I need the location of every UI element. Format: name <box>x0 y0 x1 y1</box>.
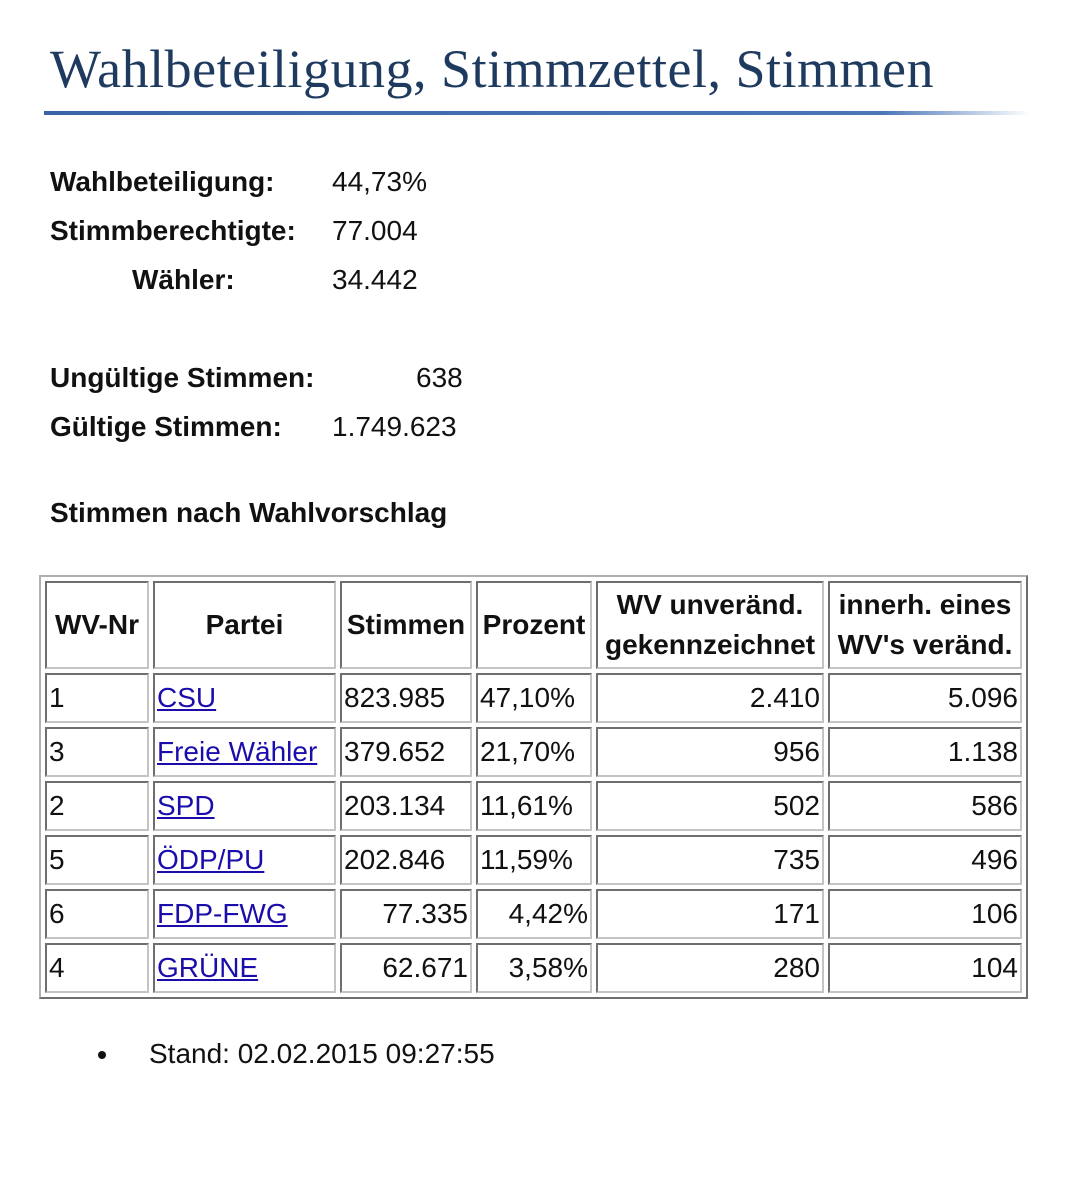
table-row <box>45 889 1022 939</box>
cell-prozent: 21,70% <box>476 727 592 777</box>
header-prozent: Prozent <box>476 581 592 669</box>
section-title: Stimmen nach Wahlvorschlag <box>50 497 448 528</box>
header-veraendert <box>828 581 1022 669</box>
bullet-icon <box>98 1051 106 1059</box>
party-link-oedp-pu[interactable]: ÖDP/PU <box>157 844 265 875</box>
cell-prozent: 3,58% <box>476 943 592 993</box>
cell-stimmen: 379.652 <box>340 727 472 777</box>
cell-wvnr: 4 <box>45 943 149 993</box>
cell-unveraendert: 171 <box>596 889 824 939</box>
cell-prozent: 47,10% <box>476 673 592 723</box>
cell-stimmen: 202.846 <box>340 835 472 885</box>
cell-veraendert: 104 <box>828 943 1022 993</box>
eligible-label: Stimmberechtigte: <box>50 215 296 246</box>
cell-veraendert: 586 <box>828 781 1022 831</box>
cell-unveraendert: 280 <box>596 943 824 993</box>
cell-wvnr: 6 <box>45 889 149 939</box>
party-link-csu[interactable]: CSU <box>157 682 217 713</box>
voters-label: Wähler: <box>132 264 235 295</box>
turnout-value: 44,73% <box>332 166 427 197</box>
cell-veraendert: 5.096 <box>828 673 1022 723</box>
cell-stimmen: 62.671 <box>340 943 472 993</box>
cell-veraendert: 496 <box>828 835 1022 885</box>
cell-unveraendert: 735 <box>596 835 824 885</box>
cell-prozent: 11,61% <box>476 781 592 831</box>
cell-unveraendert: 502 <box>596 781 824 831</box>
cell-unveraendert: 2.410 <box>596 673 824 723</box>
cell-wvnr: 5 <box>45 835 149 885</box>
timestamp: Stand: 02.02.2015 09:27:55 <box>149 1038 495 1069</box>
header-veraendert-line2: WV's veränd. <box>837 629 1013 660</box>
results-table <box>39 575 1028 999</box>
turnout-label: Wahlbeteiligung: <box>50 166 275 197</box>
cell-stimmen: 823.985 <box>340 673 472 723</box>
cell-partei <box>153 943 336 993</box>
cell-prozent: 11,59% <box>476 835 592 885</box>
cell-partei <box>153 781 336 831</box>
party-link-fdp-fwg[interactable]: FDP-FWG <box>157 898 288 929</box>
cell-veraendert: 106 <box>828 889 1022 939</box>
cell-partei <box>153 889 336 939</box>
valid-votes-label: Gültige Stimmen: <box>50 411 282 442</box>
cell-stimmen: 203.134 <box>340 781 472 831</box>
table-row <box>45 835 1022 885</box>
header-wvnr: WV-Nr <box>45 581 149 669</box>
voters-value: 34.442 <box>332 264 418 295</box>
invalid-votes-value: 638 <box>416 362 463 393</box>
table-header-row <box>45 581 1022 669</box>
header-unveraendert-line2: gekennzeichnet <box>604 629 816 660</box>
cell-veraendert: 1.138 <box>828 727 1022 777</box>
header-stimmen: Stimmen <box>340 581 472 669</box>
table-row <box>45 673 1022 723</box>
title-underline <box>44 111 1030 115</box>
table-row <box>45 781 1022 831</box>
cell-wvnr: 1 <box>45 673 149 723</box>
header-veraendert-line1: innerh. eines <box>838 589 1012 620</box>
table-row <box>45 943 1022 993</box>
cell-wvnr: 3 <box>45 727 149 777</box>
cell-stimmen: 77.335 <box>340 889 472 939</box>
party-link-spd[interactable]: SPD <box>157 790 215 821</box>
invalid-votes-label: Ungültige Stimmen: <box>50 362 315 393</box>
page-title: Wahlbeteiligung, Stimmzettel, Stimmen <box>50 39 935 99</box>
header-partei: Partei <box>153 581 336 669</box>
cell-wvnr: 2 <box>45 781 149 831</box>
cell-partei <box>153 835 336 885</box>
cell-unveraendert: 956 <box>596 727 824 777</box>
party-link-gruene[interactable]: GRÜNE <box>157 952 259 983</box>
cell-partei <box>153 727 336 777</box>
header-unveraendert <box>596 581 824 669</box>
valid-votes-value: 1.749.623 <box>332 411 457 442</box>
eligible-value: 77.004 <box>332 215 418 246</box>
cell-prozent: 4,42% <box>476 889 592 939</box>
header-unveraendert-line1: WV unveränd. <box>616 589 804 620</box>
cell-partei <box>153 673 336 723</box>
table-row <box>45 727 1022 777</box>
party-link-freie-waehler[interactable]: Freie Wähler <box>157 736 318 767</box>
